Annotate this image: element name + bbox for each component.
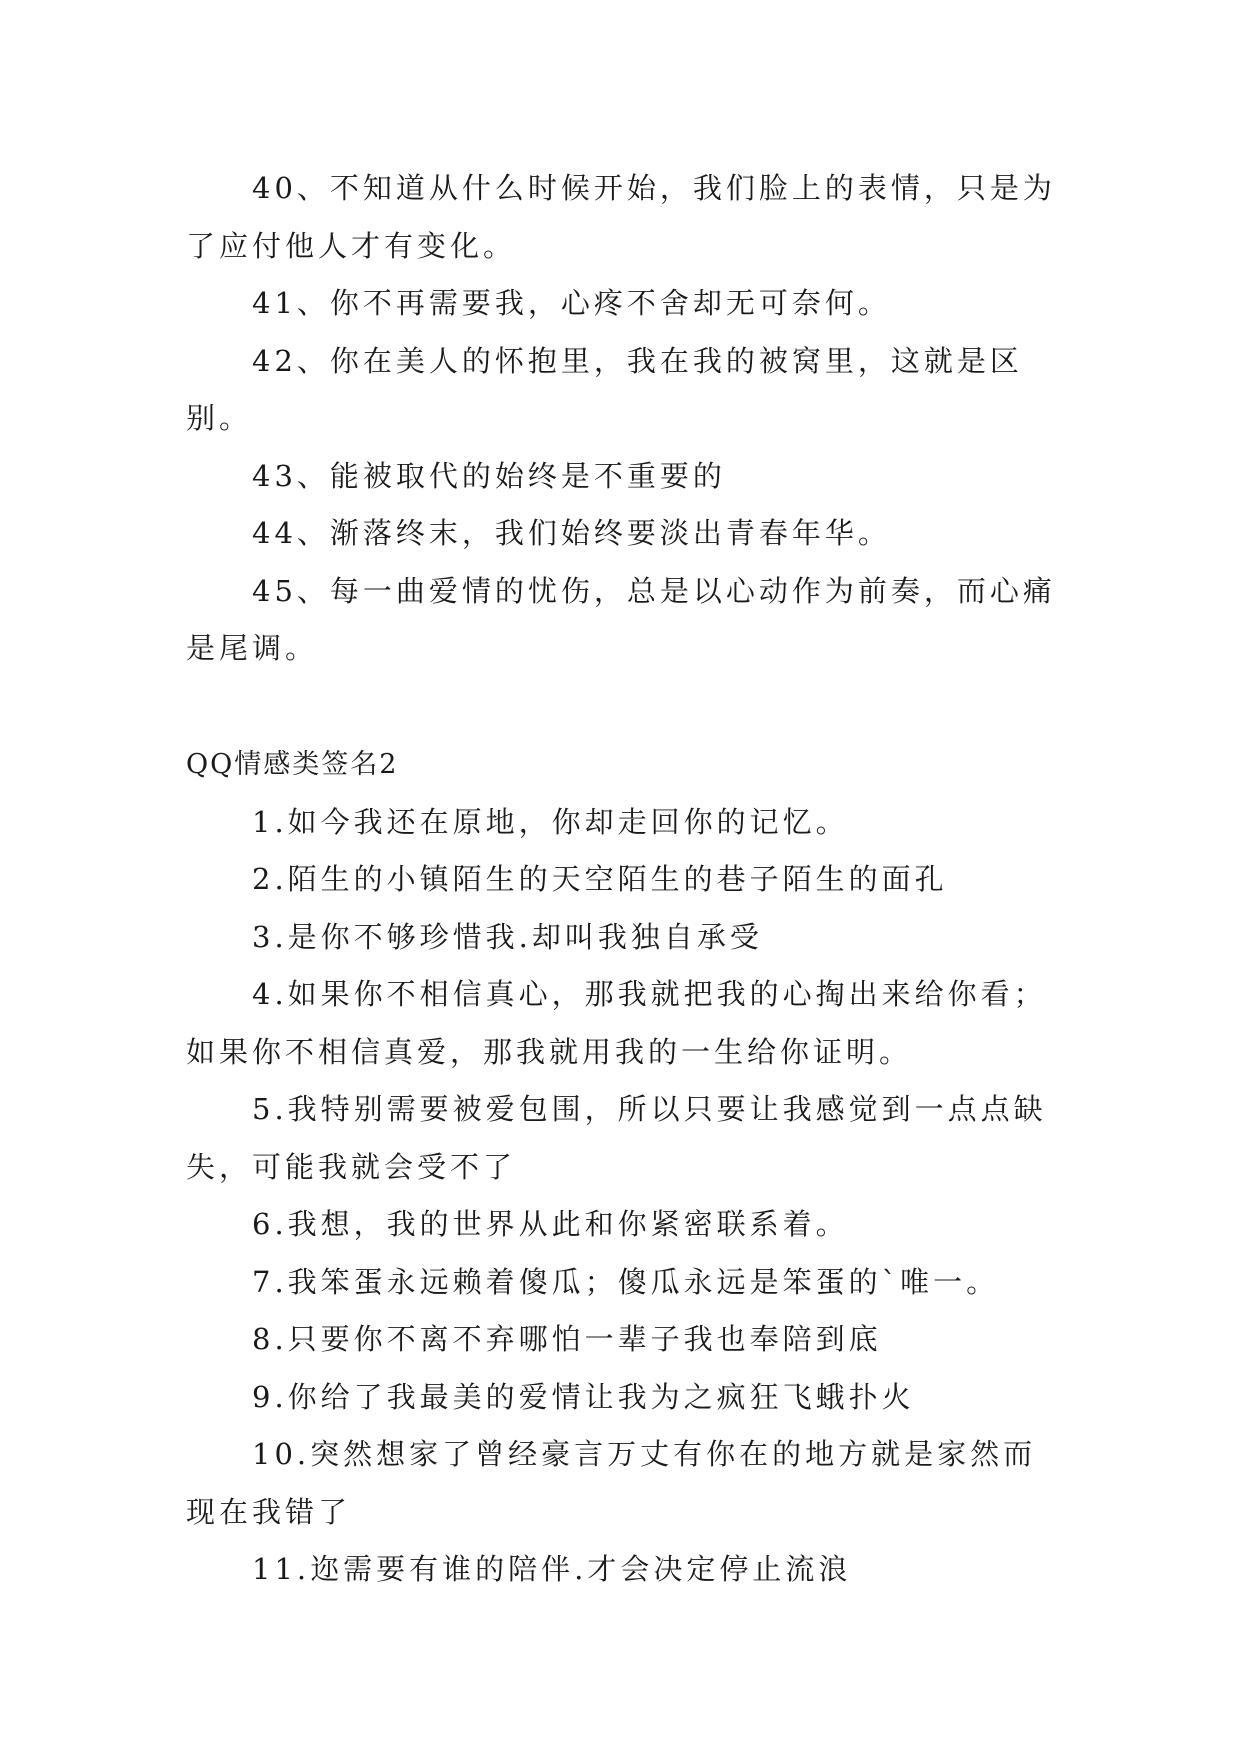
list-item: 4.如果你不相信真心，那我就把我的心掏出来给你看；如果你不相信真爱，那我就用我的一生给你证明。 bbox=[186, 977, 1047, 1069]
list-item: 3.是你不够珍惜我.却叫我独自承受 bbox=[252, 919, 763, 954]
section-heading: QQ情感类签名2 bbox=[186, 748, 399, 780]
list-item: 2.陌生的小镇陌生的天空陌生的巷子陌生的面孔 bbox=[252, 862, 948, 896]
document-page bbox=[186, 160, 1056, 1599]
list-item: 6.我想，我的世界从此和你紧密联系着。 bbox=[252, 1207, 849, 1241]
list-item: 7.我笨蛋永远赖着傻瓜；傻瓜永远是笨蛋的`唯一。 bbox=[252, 1264, 1000, 1299]
section-spacer bbox=[186, 678, 1056, 736]
list-item: 43、能被取代的始终是不重要的 bbox=[252, 458, 726, 493]
list-item: 45、每一曲爱情的忧伤，总是以心动作为前奏，而心痛是尾调。 bbox=[186, 573, 1056, 665]
list-item: 9.你给了我最美的爱情让我为之疯狂飞蛾扑火 bbox=[252, 1379, 915, 1414]
list-item: 1.如今我还在原地，你却走回你的记忆。 bbox=[252, 804, 849, 839]
list-item: 5.我特别需要被爱包围，所以只要让我感觉到一点点缺失，可能我就会受不了 bbox=[186, 1092, 1047, 1184]
list-item: 42、你在美人的怀抱里，我在我的被窝里，这就是区别。 bbox=[186, 343, 1023, 435]
list-item: 8.只要你不离不弃哪怕一辈子我也奉陪到底 bbox=[252, 1322, 882, 1356]
list-item: 41、你不再需要我，心疼不舍却无可奈何。 bbox=[252, 286, 891, 320]
list-item: 10.突然想家了曾经豪言万丈有你在的地方就是家然而现在我错了 bbox=[186, 1437, 1037, 1529]
list-item: 11.迩需要有谁的陪伴.才会决定停止流浪 bbox=[252, 1552, 852, 1586]
list-item: 44、渐落终末，我们始终要淡出青春年华。 bbox=[252, 516, 891, 550]
list-item: 40、不知道从什么时候开始，我们脸上的表情，只是为了应付他人才有变化。 bbox=[186, 171, 1056, 263]
